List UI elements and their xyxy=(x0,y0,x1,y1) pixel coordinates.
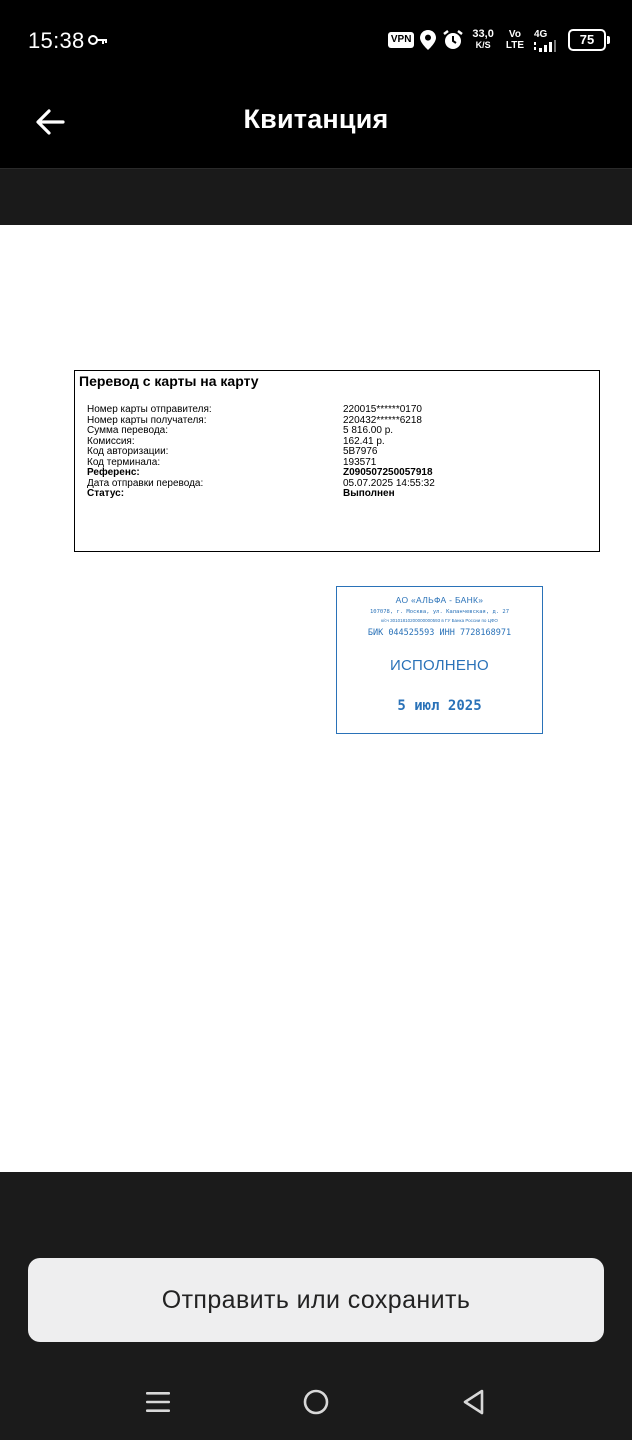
network-type: 4G xyxy=(534,28,548,40)
stamp-account: к/сч 30101810200000000593 в ГУ Банка России по ЦФО xyxy=(381,618,498,623)
nav-home-button[interactable] xyxy=(296,1382,336,1422)
receipt-row xyxy=(87,426,587,437)
row-label: Номер карты получателя: xyxy=(87,414,207,426)
row-label: Комиссия: xyxy=(87,435,135,447)
vpn-badge: VPN xyxy=(388,32,415,48)
row-label: Сумма перевода: xyxy=(87,425,169,436)
receipt-row xyxy=(87,489,587,500)
signal-icon xyxy=(534,40,558,52)
back-triangle-icon xyxy=(461,1388,487,1416)
volte-indicator xyxy=(506,29,524,51)
row-value: 5 816.00 р. xyxy=(343,425,394,436)
key-icon xyxy=(88,34,108,46)
row-value: 193571 xyxy=(343,456,377,468)
row-label: Код авторизации: xyxy=(87,446,169,457)
volte-bottom: LTE xyxy=(505,40,524,51)
bank-stamp xyxy=(336,586,543,734)
app-header xyxy=(0,80,632,169)
receipt-row xyxy=(87,458,587,469)
row-label: Референс: xyxy=(87,467,140,478)
row-label: Дата отправки перевода: xyxy=(87,477,204,489)
receipt-row xyxy=(87,405,587,416)
speed-unit: K/S xyxy=(475,40,491,50)
status-bar xyxy=(0,0,632,80)
alarm-icon xyxy=(442,29,464,51)
stamp-bik: БИК 044525593 ИНН 7728168971 xyxy=(367,628,512,638)
row-label: Код терминала: xyxy=(87,456,161,468)
network-indicator xyxy=(534,29,558,52)
receipt-title: Перевод с карты на карту xyxy=(79,373,259,389)
header-spacer xyxy=(0,169,632,225)
stamp-status: ИСПОЛНЕНО xyxy=(390,657,489,674)
page-title: Квитанция xyxy=(243,104,389,134)
receipt-rows xyxy=(87,405,587,500)
receipt-box xyxy=(74,370,600,552)
nav-back-button[interactable] xyxy=(454,1382,494,1422)
row-label: Номер карты отправителя: xyxy=(87,404,212,415)
status-icons xyxy=(388,24,606,56)
row-value: Z090507250057918 xyxy=(343,467,433,478)
system-nav-bar xyxy=(0,1368,632,1440)
volte-top: Vo xyxy=(508,29,521,40)
stamp-address: 107078, г. Москва, ул. Каланчевская, д. 27 xyxy=(369,609,510,615)
row-value: Выполнен xyxy=(343,488,395,499)
receipt-row xyxy=(87,468,587,479)
status-time: 15:38 xyxy=(28,28,85,53)
speed-value: 33,0 xyxy=(472,28,494,40)
nav-recents-button[interactable] xyxy=(138,1382,178,1422)
network-speed xyxy=(472,29,493,51)
row-value: 05.07.2025 14:55:32 xyxy=(343,477,435,489)
send-or-save-button[interactable]: Отправить или сохранить xyxy=(28,1258,604,1342)
stamp-bank-name: АО «АЛЬФА - БАНК» xyxy=(395,595,484,605)
receipt-document xyxy=(0,225,632,1172)
row-value: 220015******0170 xyxy=(343,404,422,415)
receipt-row xyxy=(87,447,587,458)
stamp-date: 5 июл 2025 xyxy=(397,698,482,714)
bottom-panel xyxy=(0,1172,632,1440)
home-icon xyxy=(302,1388,330,1416)
location-icon xyxy=(420,30,436,50)
receipt-row xyxy=(87,479,587,490)
row-value: 5B7976 xyxy=(343,446,378,457)
battery-indicator: 75 xyxy=(568,29,606,51)
menu-icon xyxy=(145,1389,171,1415)
row-value: 162.41 р. xyxy=(343,435,385,447)
row-value: 220432******6218 xyxy=(343,414,422,426)
row-label: Статус: xyxy=(87,488,125,499)
